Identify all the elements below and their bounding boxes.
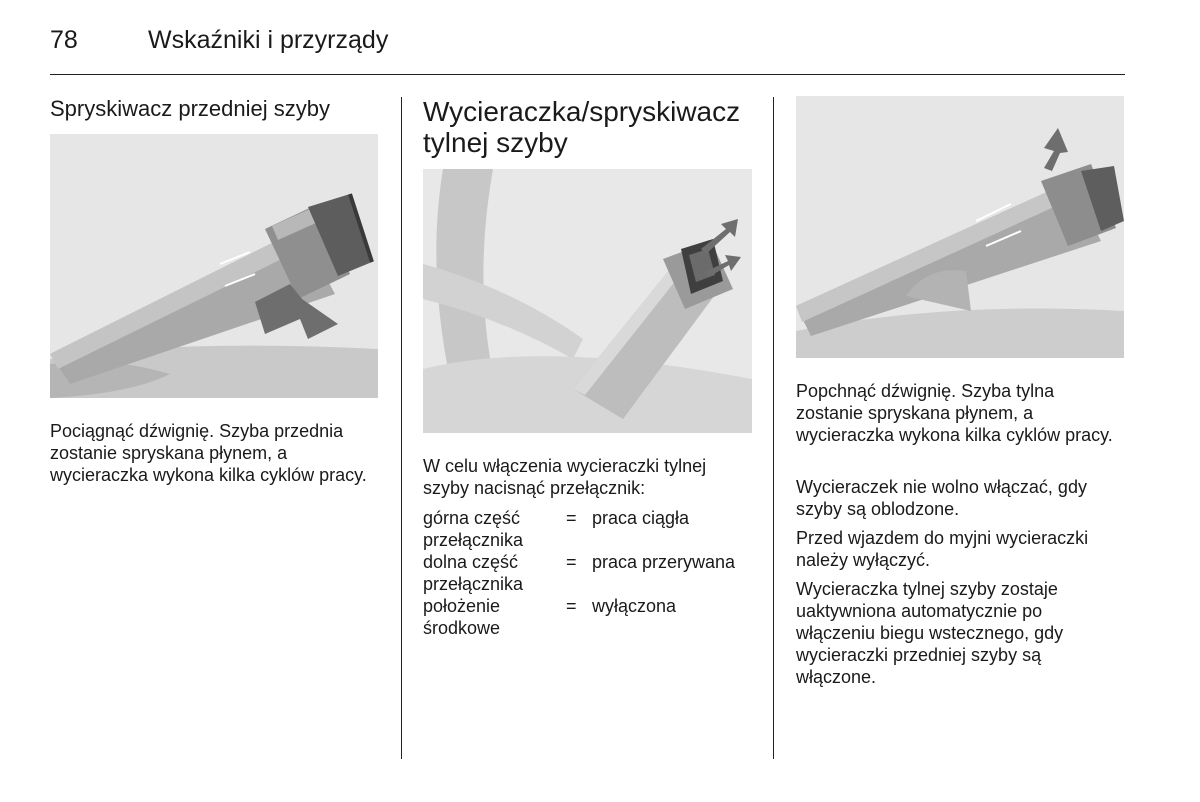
row-value: praca przerywana [592,552,736,572]
figure-rear-washer-lever [796,96,1124,358]
row-key: położenie środkowe [423,596,501,638]
rear-wiper-illustration [423,169,752,433]
table-row [423,507,763,551]
rear-washer-text-3: Przed wjazdem do myjni wycieraczki należy wyłączyć. [796,528,1089,570]
switch-position-table [423,507,763,639]
figure-rear-wiper-switch [423,169,752,433]
table-row [423,595,763,639]
front-washer-text: Pociągnąć dźwignię. Szyba przednia zostanie spryskana płynem, a wycieraczka wykona kilka cyklów pracy. [50,421,367,485]
row-value: praca ciągła [592,508,690,528]
rear-wiper-intro: W celu włączenia wycieraczki tylnej szyby nacisnąć przełącznik: [423,456,707,498]
row-key: dolna część przełącznika [423,552,524,594]
column-divider-1 [401,97,402,759]
section-title: Wskaźniki i przyrządy [148,26,389,54]
rear-washer-text-2: Wycieraczek nie wolno włączać, gdy szyby są oblodzone. [796,477,1087,519]
row-key: górna część przełącznika [423,508,524,550]
table-row [423,551,763,595]
front-washer-illustration [50,134,378,398]
header-divider [50,74,1125,75]
rear-washer-text-1: Popchnąć dźwignię. Szyba tylna zostanie spryskana płynem, a wycieraczka wykona kilka cyklów pracy. [796,381,1113,445]
rear-washer-text-4: Wycieraczka tylnej szyby zostaje uaktywniona automatycznie po włączeniu biegu wstecznego, gdy wycieraczki przedniej szyby są włączone. [796,579,1064,687]
row-equals: = [566,596,577,616]
rear-washer-illustration [796,96,1124,358]
column-divider-2 [773,97,774,759]
page-header [50,24,1125,64]
figure-front-washer-lever [50,134,378,398]
heading-front-washer: Spryskiwacz przedniej szyby [50,96,330,121]
row-equals: = [566,508,577,528]
page-number: 78 [50,26,78,54]
heading-rear-wiper: Wycieraczka/spryskiwacz tylnej szyby [423,96,741,158]
row-equals: = [566,552,577,572]
row-value: wyłączona [592,596,677,616]
